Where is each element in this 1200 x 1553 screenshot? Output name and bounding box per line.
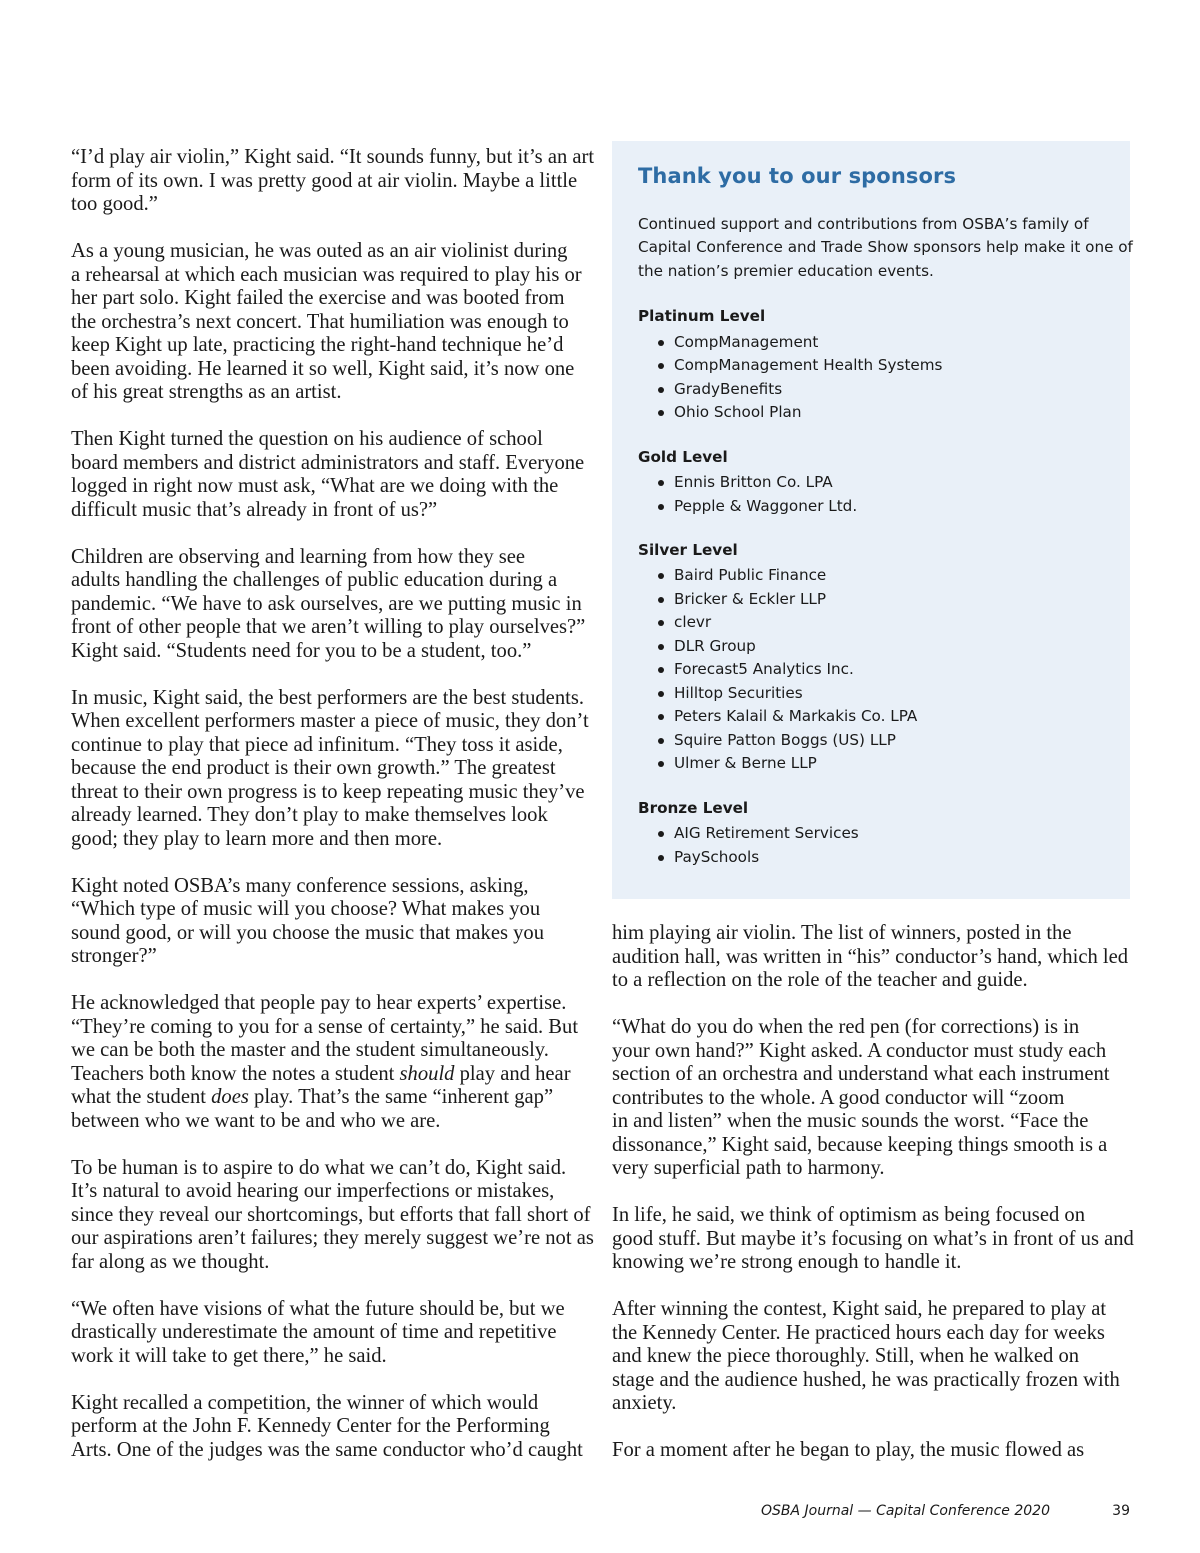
sponsor-levels: [638, 305, 1104, 869]
article-line: between who we want to be and who we are.: [71, 1109, 441, 1132]
article-line: perform at the John F. Kennedy Center for the Performing: [71, 1415, 550, 1437]
article-paragraph: [612, 922, 1136, 993]
article-paragraph: [71, 875, 595, 969]
sponsors-title: Thank you to our sponsors: [638, 164, 957, 188]
article-line: front of other people that we aren’t willing to play ourselves?”: [71, 616, 586, 638]
article-line: knowing we’re strong enough to handle it.: [612, 1251, 962, 1273]
article-line: When excellent performers master a piece of music, they don’t: [71, 710, 589, 732]
sponsor-level-title: Silver Level: [638, 541, 738, 560]
article-line: “I’d play air violin,” Kight said. “It sounds funny, but it’s an art: [71, 146, 595, 168]
article-line: very superficial path to harmony.: [612, 1157, 885, 1179]
sponsor-level-title: Gold Level: [638, 447, 728, 466]
sponsor-item: Ennis Britton Co. LPA: [656, 471, 1104, 495]
sponsor-item: Squire Patton Boggs (US) LLP: [656, 729, 1104, 753]
article-line: keep Kight up late, practicing the right-hand technique he’d: [71, 334, 564, 356]
sponsor-item: Peters Kalail & Markakis Co. LPA: [656, 705, 1104, 729]
article-line: since they reveal our shortcomings, but efforts that fall short of: [71, 1203, 591, 1226]
article-line: and knew the piece thoroughly. Still, when he walked on: [612, 1345, 1080, 1367]
article-line: our aspirations aren’t failures; they merely suggest we’re not as: [71, 1227, 594, 1249]
article-line: board members and district administrators and staff. Everyone: [71, 451, 585, 474]
article-line: a rehearsal at which each musician was required to play his or: [71, 263, 582, 286]
article-line: been avoiding. He learned it so well, Kight said, it’s now one: [71, 357, 575, 380]
article-line: “Which type of music will you choose? What makes you: [71, 898, 541, 920]
article-line: logged in right now must ask, “What are we doing with the: [71, 475, 559, 497]
sponsor-item: Ulmer & Berne LLP: [656, 752, 1104, 776]
sponsor-list: [638, 564, 1104, 776]
sponsors-intro-line: Continued support and contributions from OSBA’s family of: [638, 215, 1089, 233]
article-line: drastically underestimate the amount of time and repetitive: [71, 1321, 557, 1343]
article-line: “We often have visions of what the future should be, but we: [71, 1297, 565, 1320]
article-line: sound good, or will you choose the music that makes you: [71, 921, 545, 944]
sponsor-item: CompManagement: [656, 331, 1104, 355]
article-line: section of an orchestra and understand what each instrument: [612, 1063, 1110, 1085]
article-paragraph: [71, 240, 595, 405]
article-line: pandemic. “We have to ask ourselves, are we putting music in: [71, 592, 582, 615]
sponsor-item: PaySchools: [656, 846, 1104, 870]
article-right-column: [612, 922, 1136, 1463]
article-line: the orchestra’s next concert. That humiliation was enough to: [71, 310, 569, 333]
article-line: good stuff. But maybe it’s focusing on what’s in front of us and: [612, 1227, 1134, 1250]
article-line: Kight noted OSBA’s many conference sessions, asking,: [71, 874, 529, 897]
article-line: continue to play that piece ad infinitum. “They toss it aside,: [71, 733, 563, 756]
article-paragraph: [71, 687, 595, 852]
article-paragraph: [71, 992, 595, 1133]
sponsor-item: Bricker & Eckler LLP: [656, 588, 1104, 612]
sponsor-list: [638, 331, 1104, 425]
article-paragraph: [71, 428, 595, 522]
article-line: To be human is to aspire to do what we can’t do, Kight said.: [71, 1156, 567, 1179]
article-paragraph: [612, 1016, 1136, 1181]
article-line: because the end product is their own growth.” The greatest: [71, 757, 556, 779]
article-paragraph: [71, 1157, 595, 1275]
article-line: work it will take to get there,” he said.: [71, 1344, 387, 1367]
article-paragraph: [612, 1439, 1136, 1463]
sponsors-intro-line: the nation’s premier education events.: [638, 261, 934, 280]
article-line: too good.”: [71, 193, 158, 215]
article-line: far along as we thought.: [71, 1250, 270, 1273]
article-line: “They’re coming to you for a sense of certainty,” he said. But: [71, 1015, 579, 1038]
sponsor-item: DLR Group: [656, 635, 1104, 659]
sponsor-item: clevr: [656, 611, 1104, 635]
sponsors-box: [612, 141, 1133, 899]
article-paragraph: [71, 1392, 595, 1463]
article-line: form of its own. I was pretty good at air violin. Maybe a little: [71, 169, 578, 192]
article-line: After winning the contest, Kight said, he prepared to play at: [612, 1298, 1107, 1320]
page-footer: [600, 1503, 1130, 1523]
article-line: Children are observing and learning from how they see: [71, 545, 526, 568]
article-line: the Kennedy Center. He practiced hours each day for weeks: [612, 1321, 1105, 1344]
article-line: of his great strengths as an artist.: [71, 381, 342, 403]
article-paragraph: [71, 1298, 595, 1369]
sponsor-item: Hilltop Securities: [656, 682, 1104, 706]
article-line: good; they play to learn more and then more.: [71, 827, 443, 850]
article-line: anxiety.: [612, 1392, 677, 1414]
article-left-column: [71, 146, 595, 1462]
article-line: He acknowledged that people pay to hear experts’ expertise.: [71, 992, 567, 1014]
sponsor-item: Pepple & Waggoner Ltd.: [656, 495, 1104, 519]
article-paragraph: [612, 1204, 1136, 1275]
article-line: adults handling the challenges of public education during a: [71, 569, 558, 591]
article-paragraph: [71, 546, 595, 664]
article-line: Arts. One of the judges was the same conductor who’d caught: [71, 1438, 583, 1461]
sponsor-item: GradyBenefits: [656, 378, 1104, 402]
sponsor-item: Baird Public Finance: [656, 564, 1104, 588]
article-line: difficult music that’s already in front of us?”: [71, 498, 438, 521]
article-line: In music, Kight said, the best performers are the best students.: [71, 686, 585, 709]
page-number: 39: [1112, 1503, 1130, 1519]
sponsor-level-title: Platinum Level: [638, 307, 766, 326]
article-line: stronger?”: [71, 945, 157, 967]
article-line: It’s natural to avoid hearing our imperfections or mistakes,: [71, 1180, 555, 1202]
article-line: already learned. They don’t play to make themselves look: [71, 804, 548, 826]
article-line: to a reflection on the role of the teacher and guide.: [612, 969, 1028, 991]
footer-publication: OSBA Journal — Capital Conference 2020: [760, 1503, 1050, 1519]
article-line: Kight recalled a competition, the winner of which would: [71, 1391, 539, 1414]
sponsor-item: Ohio School Plan: [656, 401, 1104, 425]
article-line: In life, he said, we think of optimism as being focused on: [612, 1204, 1085, 1226]
article-line: your own hand?” Kight asked. A conductor must study each: [612, 1039, 1107, 1062]
sponsors-intro-line: Capital Conference and Trade Show sponsors help make it one of: [638, 238, 1133, 257]
article-line: audition hall, was written in “his” conductor’s hand, which led: [612, 945, 1129, 968]
sponsor-list: [638, 822, 1104, 869]
article-line: Then Kight turned the question on his audience of school: [71, 428, 543, 450]
article-line: her part solo. Kight failed the exercise and was booted from: [71, 287, 565, 309]
article-paragraph: [612, 1298, 1136, 1416]
sponsor-level-title: Bronze Level: [638, 798, 749, 817]
sponsor-list: [638, 471, 1104, 518]
article-line: As a young musician, he was outed as an air violinist during: [71, 240, 568, 262]
sponsors-intro: [638, 213, 1133, 283]
article-line: dissonance,” Kight said, because keeping things smooth is a: [612, 1133, 1108, 1156]
article-line: Kight said. “Students need for you to be a student, too.”: [71, 639, 532, 662]
article-line: Teachers both know the notes a student should play and hear: [71, 1062, 571, 1085]
sponsor-item: CompManagement Health Systems: [656, 354, 1104, 378]
article-line: stage and the audience hushed, he was practically frozen with: [612, 1368, 1120, 1391]
article-line: contributes to the whole. A good conductor will “zoom: [612, 1086, 1065, 1109]
article-line: we can be both the master and the student simultaneously.: [71, 1039, 549, 1061]
sponsor-item: Forecast5 Analytics Inc.: [656, 658, 1104, 682]
sponsor-item: AIG Retirement Services: [656, 822, 1104, 846]
article-line: For a moment after he began to play, the music flowed as: [612, 1439, 1085, 1461]
article-line: in and listen” when the music sounds the worst. “Face the: [612, 1110, 1089, 1132]
article-line: what the student does play. That’s the same “inherent gap”: [71, 1086, 554, 1108]
article-paragraph: [71, 146, 595, 217]
article-line: “What do you do when the red pen (for corrections) is in: [612, 1016, 1080, 1038]
article-line: threat to their own progress is to keep repeating music they’ve: [71, 780, 585, 803]
article-line: him playing air violin. The list of winners, posted in the: [612, 922, 1072, 944]
